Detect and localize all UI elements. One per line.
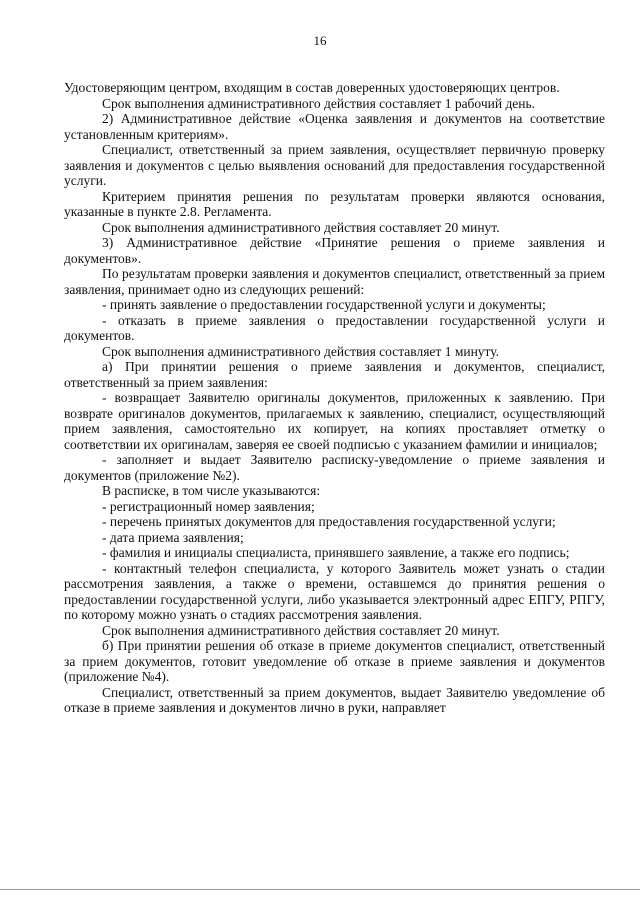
paragraph: - принять заявление о предоставлении государственной услуги и документы; — [102, 297, 546, 312]
paragraph: Специалист, ответственный за прием заявления, осуществляет первичную проверку заявления и документов с целью выявления оснований для предоставления государственной услуги. — [64, 142, 605, 188]
bottom-rule — [0, 889, 640, 890]
paragraph: - возвращает Заявителю оригиналы документов, приложенных к заявлению. При возврате оригиналов документов, прилагаемых к заявлению, специалист, осуществляющий прием заявления, самостоятельно их копирует, на копиях проставляет отметку о соответствии их оригиналам, заверяя ее своей подписью с указанием фамилии и инициалов; — [64, 390, 605, 452]
paragraph: - перечень принятых документов для предоставления государственной услуги; — [102, 514, 556, 529]
paragraph: Критерием принятия решения по результатам проверки являются основания, указанные в пункте 2.8. Регламента. — [64, 188, 605, 219]
document-body — [64, 80, 605, 716]
paragraph: а) При принятии решения о приеме заявления и документов, специалист, ответственный за прием заявления: — [64, 359, 605, 390]
paragraph: 2) Административное действие «Оценка заявления и документов на соответствие установленным критериям». — [64, 111, 605, 142]
paragraph: Срок выполнения административного действия составляет 1 рабочий день. — [102, 95, 536, 111]
paragraph: б) При принятии решения об отказе в приеме документов специалист, ответственный за прием документов, готовит уведомление об отказе в приеме заявления и документов (приложение №4). — [64, 638, 605, 684]
paragraph: - контактный телефон специалиста, у которого Заявитель может узнать о стадии рассмотрения заявления, а также о времени, оставшемся до принятия решения о предоставлении государственной услуги, либо указывается электронный адрес ЕПГУ, РПГУ, по которому можно узнать о стадиях рассмотрения заявления. — [64, 560, 605, 622]
page-number: 16 — [313, 33, 327, 48]
paragraph: Срок выполнения административного действия составляет 1 минуту. — [102, 343, 500, 359]
paragraph: 3) Административное действие «Принятие решения о приеме заявления и документов». — [64, 235, 605, 266]
paragraph: - отказать в приеме заявления о предоставлении государственной услуги и документов. — [64, 312, 605, 343]
paragraph: В расписке, в том числе указываются: — [102, 483, 321, 498]
paragraph: Срок выполнения административного действия составляет 20 минут. — [102, 219, 500, 235]
paragraph: Срок выполнения административного действия составляет 20 минут. — [102, 622, 500, 638]
paragraph: Удостоверяющим центром, входящим в состав доверенных удостоверяющих центров. — [64, 80, 560, 95]
paragraph: По результатам проверки заявления и документов специалист, ответственный за прием заявления, принимает одно из следующих решений: — [64, 266, 605, 297]
paragraph: - регистрационный номер заявления; — [102, 498, 315, 514]
paragraph: - фамилия и инициалы специалиста, принявшего заявление, а также его подпись; — [102, 545, 570, 560]
paragraph: Специалист, ответственный за прием документов, выдает Заявителю уведомление об отказе в приеме заявления и документов лично в руки, направляет — [64, 684, 605, 715]
paragraph: - заполняет и выдает Заявителю расписку-уведомление о приеме заявления и документов (приложение №2). — [64, 452, 605, 483]
paragraph: - дата приема заявления; — [102, 529, 244, 545]
